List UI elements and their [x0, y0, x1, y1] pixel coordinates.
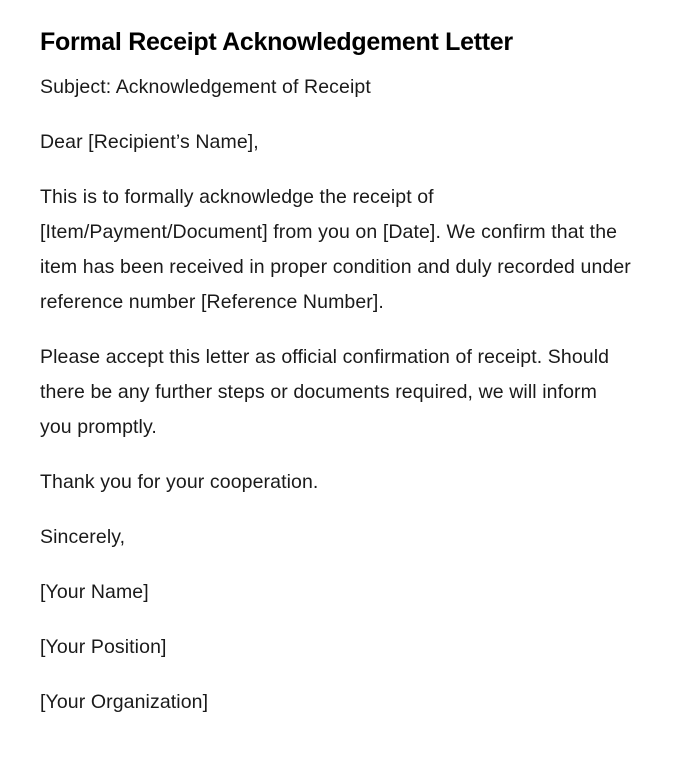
- body-paragraph-receipt: This is to formally acknowledge the receipt of [Item/Payment/Document] from you on [Date]. We confirm that the item has been received in proper condition and duly recorded under reference number [Reference Number].: [40, 186, 631, 313]
- letter-closing: Sincerely,: [40, 526, 126, 548]
- signature-organization: [Your Organization]: [40, 691, 209, 713]
- letter-title: Formal Receipt Acknowledgement Letter: [40, 28, 513, 56]
- body-paragraph-confirmation: Please accept this letter as official confirmation of receipt. Should there be any further steps or documents required, we will inform you promptly.: [40, 346, 610, 438]
- letter-salutation: Dear [Recipient’s Name],: [40, 131, 259, 153]
- body-paragraph-thanks: Thank you for your cooperation.: [40, 471, 319, 493]
- signature-position: [Your Position]: [40, 636, 167, 658]
- signature-name: [Your Name]: [40, 581, 149, 603]
- letter-subject: Subject: Acknowledgement of Receipt: [40, 76, 371, 98]
